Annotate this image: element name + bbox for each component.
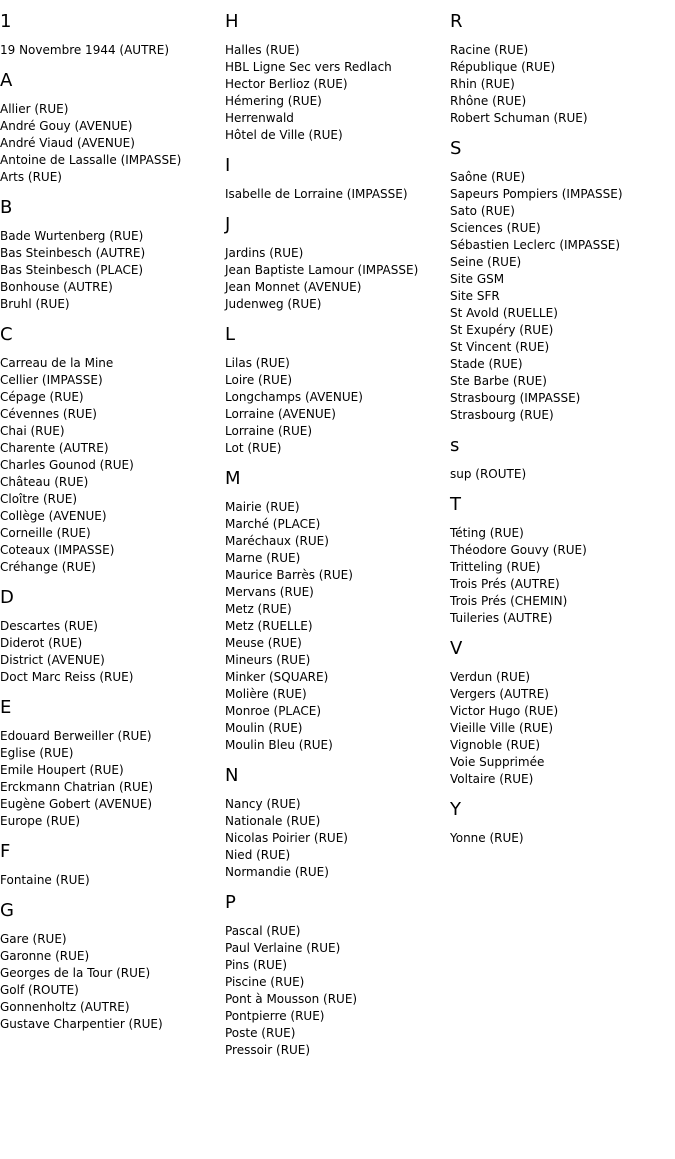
street-list — [450, 830, 675, 847]
letter-section — [0, 842, 225, 889]
street-link[interactable]: Corneille (RUE) — [0, 526, 91, 540]
street-list — [0, 618, 225, 686]
letter-section — [225, 469, 450, 754]
section-letter-heading: V — [450, 638, 463, 659]
index-column-2 — [225, 0, 450, 1071]
street-link[interactable]: Eglise (RUE) — [0, 746, 74, 760]
street-link[interactable]: Isabelle de Lorraine (IMPASSE) — [225, 187, 408, 201]
street-link[interactable]: Seine (RUE) — [450, 255, 522, 269]
street-link[interactable]: St Avold (RUELLE) — [450, 306, 558, 320]
street-link[interactable]: Paul Verlaine (RUE) — [225, 941, 341, 955]
street-link[interactable]: Strasbourg (IMPASSE) — [450, 391, 581, 405]
street-link[interactable]: Stade (RUE) — [450, 357, 523, 371]
section-letter-heading: 1 — [0, 11, 12, 32]
street-link[interactable]: Garonne (RUE) — [0, 949, 90, 963]
street-link[interactable]: Pressoir (RUE) — [225, 1043, 311, 1057]
street-link[interactable]: Marché (PLACE) — [225, 517, 321, 531]
street-link[interactable]: Erckmann Chatrian (RUE) — [0, 780, 154, 794]
street-link[interactable]: Maurice Barrès (RUE) — [225, 568, 353, 582]
street-list — [450, 466, 675, 483]
street-link[interactable]: Pins (RUE) — [225, 958, 288, 972]
street-link[interactable]: Lilas (RUE) — [225, 356, 290, 370]
street-link[interactable]: Allier (RUE) — [0, 102, 69, 116]
street-link[interactable]: Golf (ROUTE) — [0, 983, 79, 997]
street-list — [450, 525, 675, 627]
street-link[interactable]: Georges de la Tour (RUE) — [0, 966, 151, 980]
street-link[interactable]: Hector Berlioz (RUE) — [225, 77, 348, 91]
section-letter-heading: T — [450, 494, 461, 515]
street-link[interactable]: Saône (RUE) — [450, 170, 526, 184]
letter-section — [225, 893, 450, 1059]
street-link[interactable]: Coteaux (IMPASSE) — [0, 543, 115, 557]
street-link[interactable]: Lot (RUE) — [225, 441, 282, 455]
street-link[interactable]: Robert Schuman (RUE) — [450, 111, 588, 125]
section-letter-heading: Y — [450, 799, 461, 820]
street-list — [0, 931, 225, 1033]
street-link[interactable]: Voie Supprimée — [450, 755, 545, 769]
street-link[interactable]: Nancy (RUE) — [225, 797, 301, 811]
street-link[interactable]: Lorraine (RUE) — [225, 424, 313, 438]
section-letter-heading: N — [225, 765, 239, 786]
street-link[interactable]: Longchamps (AVENUE) — [225, 390, 363, 404]
street-link[interactable]: Hôtel de Ville (RUE) — [225, 128, 343, 142]
section-letter-heading: G — [0, 900, 14, 921]
street-link[interactable]: Gonnenholtz (AUTRE) — [0, 1000, 130, 1014]
street-link[interactable]: Charles Gounod (RUE) — [0, 458, 134, 472]
street-link[interactable]: Bas Steinbesch (PLACE) — [0, 263, 144, 277]
street-link[interactable]: Meuse (RUE) — [225, 636, 302, 650]
section-letter-heading: F — [0, 841, 11, 862]
street-link[interactable]: Carreau de la Mine — [0, 356, 114, 370]
street-link[interactable]: Charente (AUTRE) — [0, 441, 109, 455]
street-link[interactable]: Maréchaux (RUE) — [225, 534, 329, 548]
street-link[interactable]: Site GSM — [450, 272, 505, 286]
street-list — [0, 228, 225, 313]
street-link[interactable]: Mairie (RUE) — [225, 500, 300, 514]
street-list — [0, 728, 225, 830]
street-link[interactable]: Jean Baptiste Lamour (IMPASSE) — [225, 263, 419, 277]
letter-section — [0, 12, 225, 59]
letter-section — [0, 901, 225, 1033]
street-list — [450, 42, 675, 127]
street-link[interactable]: République (RUE) — [450, 60, 556, 74]
section-letter-heading: J — [225, 214, 231, 235]
street-list — [0, 101, 225, 186]
section-letter-heading: H — [225, 11, 239, 32]
street-link[interactable]: Vignoble (RUE) — [450, 738, 541, 752]
street-link[interactable]: Vieille Ville (RUE) — [450, 721, 554, 735]
street-link[interactable]: Jean Monnet (AVENUE) — [225, 280, 362, 294]
street-list — [450, 169, 675, 424]
street-link[interactable]: Strasbourg (RUE) — [450, 408, 554, 422]
index-column-3 — [450, 0, 675, 859]
street-link[interactable]: Marne (RUE) — [225, 551, 301, 565]
street-link[interactable]: Moulin Bleu (RUE) — [225, 738, 333, 752]
street-link[interactable]: Tuileries (AUTRE) — [450, 611, 553, 625]
street-link[interactable]: Normandie (RUE) — [225, 865, 329, 879]
street-link[interactable]: Rhin (RUE) — [450, 77, 515, 91]
section-letter-heading: B — [0, 197, 13, 218]
street-list — [225, 796, 450, 881]
street-link[interactable]: Metz (RUELLE) — [225, 619, 313, 633]
street-link[interactable]: Poste (RUE) — [225, 1026, 296, 1040]
section-letter-heading: D — [0, 587, 14, 608]
street-list — [225, 923, 450, 1059]
street-link[interactable]: Cépage (RUE) — [0, 390, 84, 404]
street-link[interactable]: Bas Steinbesch (AUTRE) — [0, 246, 146, 260]
street-link[interactable]: Verdun (RUE) — [450, 670, 531, 684]
street-link[interactable]: Créhange (RUE) — [0, 560, 96, 574]
street-link[interactable]: Cévennes (RUE) — [0, 407, 97, 421]
street-link[interactable]: Piscine (RUE) — [225, 975, 305, 989]
street-link[interactable]: Edouard Berweiller (RUE) — [0, 729, 152, 743]
street-link[interactable]: Voltaire (RUE) — [450, 772, 534, 786]
street-link[interactable]: Bonhouse (AUTRE) — [0, 280, 113, 294]
street-link[interactable]: André Viaud (AVENUE) — [0, 136, 135, 150]
street-link[interactable]: Rhône (RUE) — [450, 94, 527, 108]
street-link[interactable]: Victor Hugo (RUE) — [450, 704, 559, 718]
street-link[interactable]: Hémering (RUE) — [225, 94, 322, 108]
street-link[interactable]: sup (ROUTE) — [450, 467, 527, 481]
letter-section — [450, 12, 675, 127]
street-link[interactable]: Gare (RUE) — [0, 932, 67, 946]
street-link[interactable]: Jardins (RUE) — [225, 246, 304, 260]
street-link[interactable]: St Vincent (RUE) — [450, 340, 550, 354]
section-letter-heading: S — [450, 138, 462, 159]
street-link[interactable]: Château (RUE) — [0, 475, 89, 489]
street-list — [225, 355, 450, 457]
street-link[interactable]: 19 Novembre 1944 (AUTRE) — [0, 43, 170, 57]
street-link[interactable]: St Exupéry (RUE) — [450, 323, 554, 337]
street-link[interactable]: Eugène Gobert (AVENUE) — [0, 797, 153, 811]
section-letter-heading: A — [0, 70, 13, 91]
street-link[interactable]: Halles (RUE) — [225, 43, 300, 57]
section-letter-heading: E — [0, 697, 12, 718]
street-link[interactable]: Cellier (IMPASSE) — [0, 373, 103, 387]
street-link[interactable]: Bruhl (RUE) — [0, 297, 70, 311]
street-link[interactable]: Herrenwald — [225, 111, 294, 125]
street-link[interactable]: HBL Ligne Sec vers Redlach — [225, 60, 392, 74]
street-link[interactable]: Site SFR — [450, 289, 500, 303]
section-letter-heading: M — [225, 468, 241, 489]
section-letter-heading: I — [225, 155, 231, 176]
street-link[interactable]: Emile Houpert (RUE) — [0, 763, 124, 777]
street-link[interactable]: Descartes (RUE) — [0, 619, 98, 633]
street-link[interactable]: Fontaine (RUE) — [0, 873, 90, 887]
letter-section — [450, 800, 675, 847]
street-link[interactable]: Nationale (RUE) — [225, 814, 321, 828]
street-list — [0, 42, 225, 59]
section-letter-heading: R — [450, 11, 463, 32]
street-link[interactable]: Gustave Charpentier (RUE) — [0, 1017, 163, 1031]
street-link[interactable]: Antoine de Lassalle (IMPASSE) — [0, 153, 182, 167]
letter-section — [450, 139, 675, 424]
letter-section — [225, 325, 450, 457]
street-list — [0, 355, 225, 576]
street-link[interactable]: Chai (RUE) — [0, 424, 65, 438]
letter-section — [0, 325, 225, 576]
section-letter-heading: s — [450, 435, 460, 456]
letter-section — [0, 698, 225, 830]
street-link[interactable]: Molière (RUE) — [225, 687, 307, 701]
letter-section — [450, 639, 675, 788]
street-link[interactable]: Minker (SQUARE) — [225, 670, 329, 684]
street-link[interactable]: Sato (RUE) — [450, 204, 515, 218]
street-link[interactable]: District (AVENUE) — [0, 653, 105, 667]
street-link[interactable]: Monroe (PLACE) — [225, 704, 322, 718]
street-link[interactable]: Téting (RUE) — [450, 526, 524, 540]
street-link[interactable]: Diderot (RUE) — [0, 636, 83, 650]
street-link[interactable]: Bade Wurtenberg (RUE) — [0, 229, 144, 243]
street-link[interactable]: Collège (AVENUE) — [0, 509, 107, 523]
letter-section — [225, 215, 450, 313]
street-link[interactable]: Trois Prés (AUTRE) — [450, 577, 560, 591]
street-link[interactable]: Racine (RUE) — [450, 43, 529, 57]
street-link[interactable]: Arts (RUE) — [0, 170, 62, 184]
street-link[interactable]: Pont à Mousson (RUE) — [225, 992, 358, 1006]
letter-section — [450, 436, 675, 483]
street-link[interactable]: Moulin (RUE) — [225, 721, 303, 735]
street-link[interactable]: Doct Marc Reiss (RUE) — [0, 670, 134, 684]
street-link[interactable]: Sapeurs Pompiers (IMPASSE) — [450, 187, 623, 201]
street-list — [225, 186, 450, 203]
street-link[interactable]: Yonne (RUE) — [450, 831, 524, 845]
street-link[interactable]: Nied (RUE) — [225, 848, 291, 862]
section-letter-heading: L — [225, 324, 236, 345]
street-link[interactable]: Metz (RUE) — [225, 602, 292, 616]
street-list — [450, 669, 675, 788]
street-link[interactable]: Trois Prés (CHEMIN) — [450, 594, 568, 608]
street-link[interactable]: Pascal (RUE) — [225, 924, 301, 938]
letter-section — [450, 495, 675, 627]
letter-section — [225, 12, 450, 144]
street-list — [225, 499, 450, 754]
section-letter-heading: C — [0, 324, 13, 345]
street-link[interactable]: Cloître (RUE) — [0, 492, 78, 506]
street-link[interactable]: Europe (RUE) — [0, 814, 81, 828]
letter-section — [225, 766, 450, 881]
letter-section — [0, 198, 225, 313]
letter-section — [0, 71, 225, 186]
street-link[interactable]: Nicolas Poirier (RUE) — [225, 831, 348, 845]
street-link[interactable]: Loire (RUE) — [225, 373, 293, 387]
street-link[interactable]: Mineurs (RUE) — [225, 653, 311, 667]
street-link[interactable]: Mervans (RUE) — [225, 585, 314, 599]
index-column-1 — [0, 0, 225, 1045]
street-link[interactable]: Lorraine (AVENUE) — [225, 407, 336, 421]
street-link[interactable]: André Gouy (AVENUE) — [0, 119, 133, 133]
street-link[interactable]: Tritteling (RUE) — [450, 560, 541, 574]
street-list — [225, 245, 450, 313]
letter-section — [225, 156, 450, 203]
street-list — [225, 42, 450, 144]
street-link[interactable]: Judenweg (RUE) — [225, 297, 322, 311]
section-letter-heading: P — [225, 892, 236, 913]
street-link[interactable]: Ste Barbe (RUE) — [450, 374, 547, 388]
letter-section — [0, 588, 225, 686]
street-link[interactable]: Vergers (AUTRE) — [450, 687, 549, 701]
street-link[interactable]: Sciences (RUE) — [450, 221, 541, 235]
street-link[interactable]: Sébastien Leclerc (IMPASSE) — [450, 238, 621, 252]
street-link[interactable]: Pontpierre (RUE) — [225, 1009, 325, 1023]
street-link[interactable]: Théodore Gouvy (RUE) — [450, 543, 587, 557]
street-list — [0, 872, 225, 889]
